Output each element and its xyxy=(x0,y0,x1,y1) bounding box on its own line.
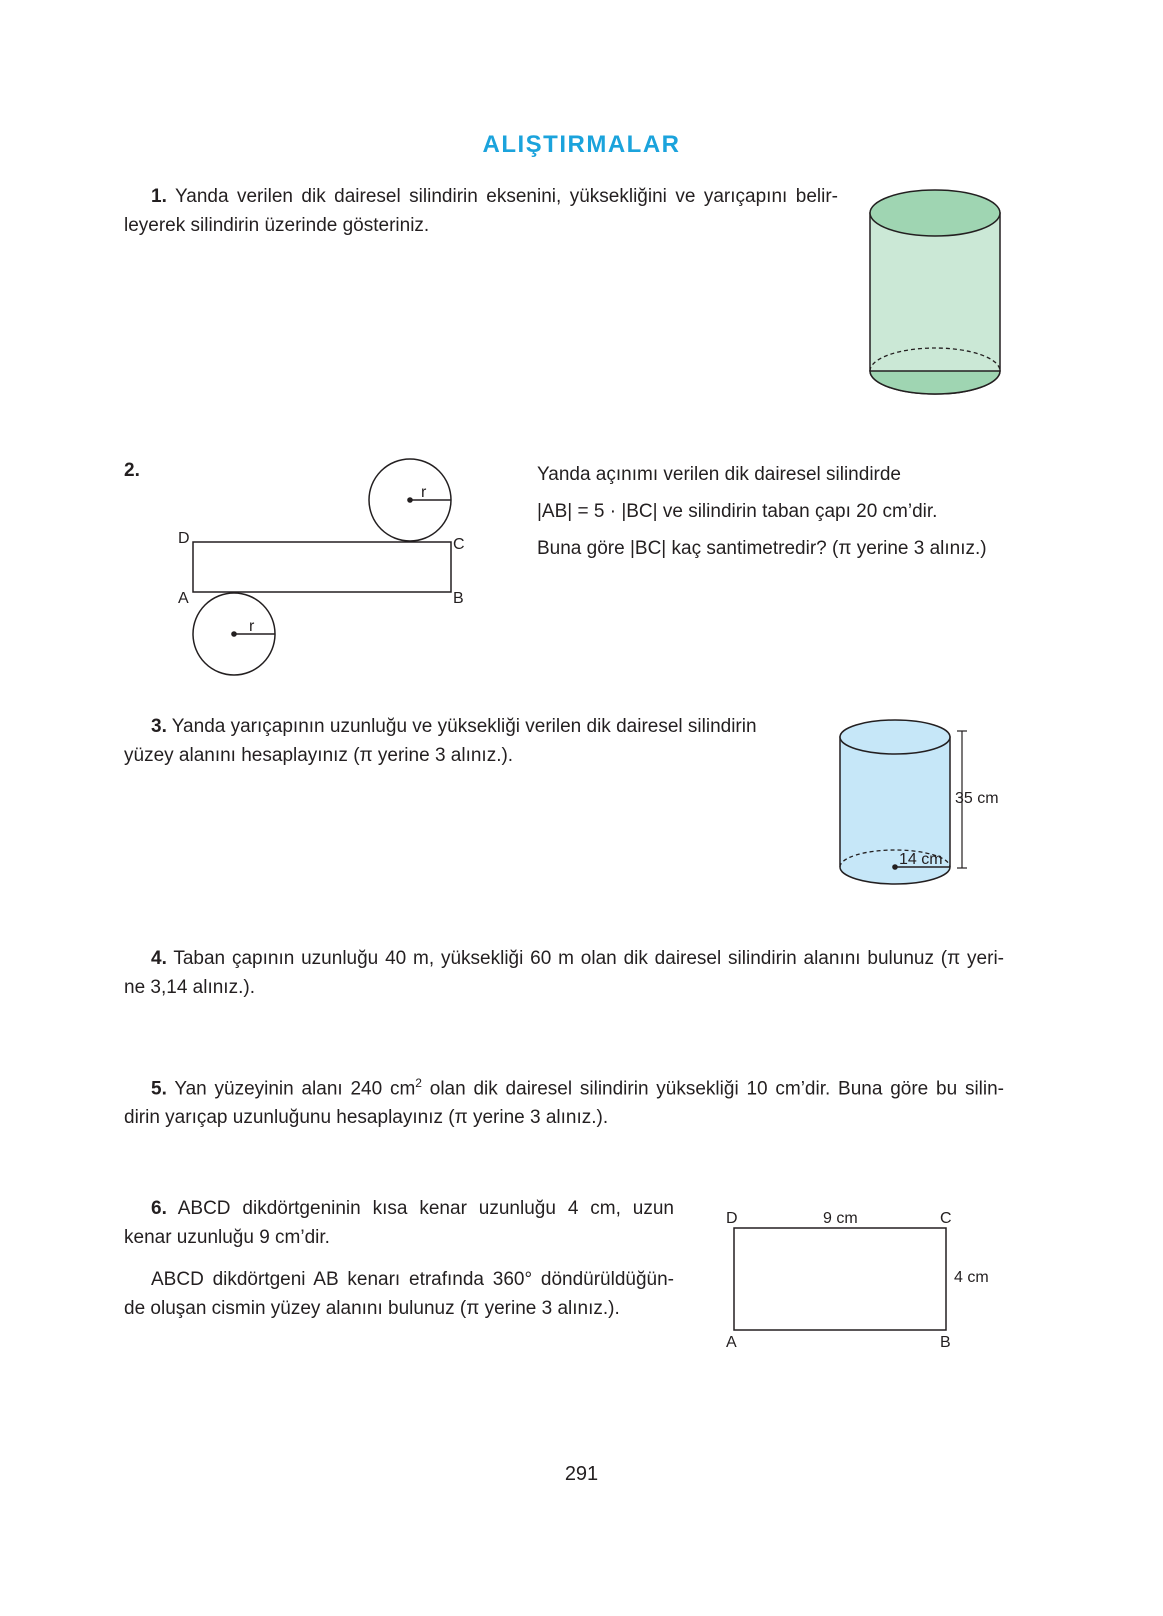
exercise-3-number: 3. xyxy=(151,716,167,737)
net-top-radius-label: r xyxy=(421,484,427,501)
cylinder-3-top xyxy=(840,720,950,754)
exercise-3-line-1: Yanda yarıçapının uzunluğu ve yüksekliği verilen dik dairesel silindirin xyxy=(171,716,757,737)
exercise-5-superscript: 2 xyxy=(415,1076,422,1090)
exercise-2-number: 2. xyxy=(124,460,140,481)
exercise-6-p2-line-2: de oluşan cismin yüzey alanını bulunuz (π yerine 3 alınız.). xyxy=(124,1298,620,1319)
net-bottom-center xyxy=(231,631,237,637)
exercise-6-rectangle-figure xyxy=(715,1200,1005,1360)
rectangle-ABCD xyxy=(734,1228,946,1330)
cylinder-1-side xyxy=(870,213,1000,394)
cylinder-1-bottom-front xyxy=(870,371,1000,394)
exercise-1-cylinder-figure xyxy=(860,178,1010,408)
exercise-6-p1-line-2: kenar uzunluğu 9 cm’dir. xyxy=(124,1227,330,1248)
exercise-5-line-1-a: Yan yüzeyinin alanı 240 cm xyxy=(174,1078,416,1100)
exercise-1-line-1: Yanda verilen dik dairesel silindirin eksenini, yüksekliğini ve yarıçapını belir- xyxy=(174,186,838,207)
exercise-3-text xyxy=(124,712,824,770)
rect-right-length-label: 4 cm xyxy=(954,1269,989,1286)
exercise-4-text xyxy=(124,944,1004,1002)
exercise-4-line-1: Taban çapının uzunluğu 40 m, yüksekliği 60 m olan dik dairesel silindirin alanını bulunuz (π yeri- xyxy=(173,948,1005,969)
exercise-1-number: 1. xyxy=(151,186,167,207)
cylinder-1-top xyxy=(870,190,1000,236)
net-label-D: D xyxy=(178,530,190,547)
page-number: 291 xyxy=(564,1463,599,1485)
exercise-1-text xyxy=(124,182,838,240)
exercise-3-line-2: yüzey alanını hesaplayınız (π yerine 3 alınız.). xyxy=(124,745,514,766)
cylinder-3-center xyxy=(892,864,898,870)
net-bottom-radius-label: r xyxy=(249,618,255,635)
net-rectangle xyxy=(193,542,451,592)
exercise-2-text xyxy=(537,456,987,567)
exercise-6-number: 6. xyxy=(151,1198,167,1219)
exercise-1-line-2: leyerek silindirin üzerinde gösteriniz. xyxy=(124,215,430,236)
exercise-4-number: 4. xyxy=(151,948,167,969)
net-top-center xyxy=(407,497,413,503)
exercise-5-line-2: dirin yarıçap uzunluğunu hesaplayınız (π yerine 3 alınız.). xyxy=(124,1107,609,1129)
net-label-A: A xyxy=(178,590,189,607)
exercise-2-line-2: |AB| = 5 · |BC| ve silindirin taban çapı 20 cm’dir. xyxy=(537,501,938,522)
exercise-5-text xyxy=(124,1069,1004,1132)
rect-label-C: C xyxy=(940,1210,952,1227)
exercise-5-number: 5. xyxy=(151,1078,167,1100)
rect-top-length-label: 9 cm xyxy=(823,1210,858,1227)
net-label-B: B xyxy=(453,590,464,607)
exercise-5-line-1-b: olan dik dairesel silindirin yüksekliği 10 cm’dir. Buna göre bu silin- xyxy=(421,1078,1005,1100)
rect-label-A: A xyxy=(726,1334,737,1351)
exercise-2-line-3: Buna göre |BC| kaç santimetredir? (π yerine 3 alınız.) xyxy=(537,538,987,559)
exercise-4-line-2: ne 3,14 alınız.). xyxy=(124,977,255,998)
cylinder-3-height-label: 35 cm xyxy=(955,790,999,807)
exercise-6-p2-line-1: ABCD dikdörtgeni AB kenarı etrafında 360° döndürüldüğün- xyxy=(151,1269,674,1290)
exercise-2-line-1: Yanda açınımı verilen dik dairesel silindirde xyxy=(537,464,901,485)
exercise-6-text xyxy=(124,1194,674,1323)
rect-label-B: B xyxy=(940,1334,951,1351)
net-label-C: C xyxy=(453,536,465,553)
rect-label-D: D xyxy=(726,1210,738,1227)
cylinder-3-radius-label: 14 cm xyxy=(899,851,943,868)
exercise-6-p1-line-1: ABCD dikdörtgeninin kısa kenar uzunluğu 4 cm, uzun xyxy=(177,1198,674,1219)
page-title: ALIŞTIRMALAR xyxy=(482,131,681,158)
exercise-3-cylinder-figure xyxy=(830,710,1010,895)
exercise-2-net-figure xyxy=(170,450,480,685)
